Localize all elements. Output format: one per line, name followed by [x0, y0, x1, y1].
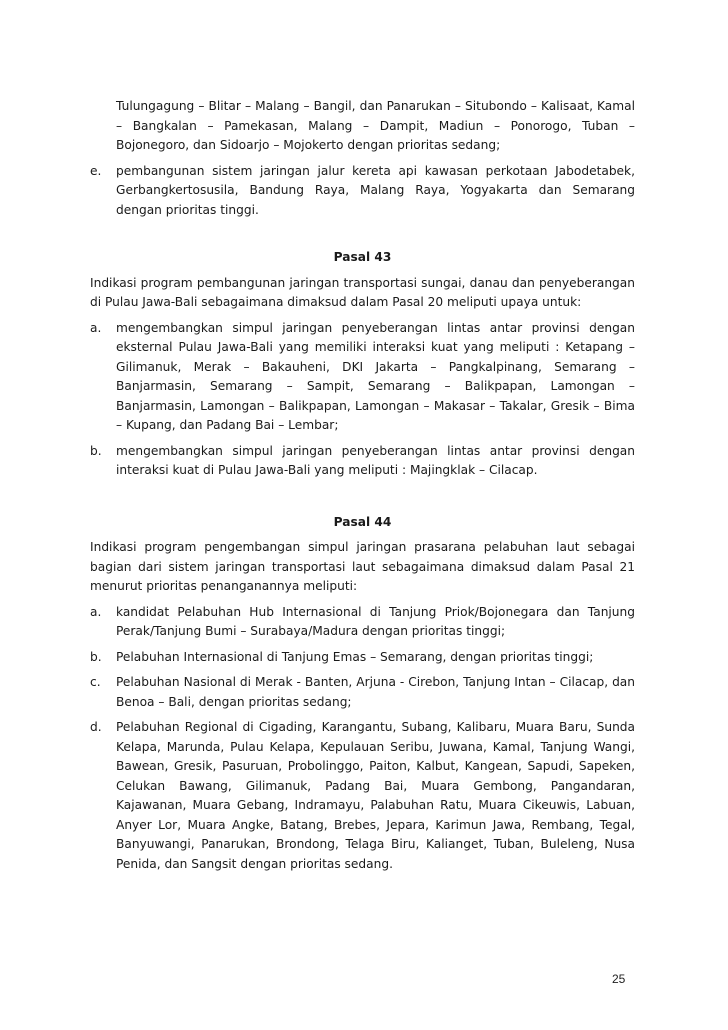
list-item [90, 648, 635, 668]
list-item [90, 442, 635, 481]
list-item-e [90, 162, 635, 221]
list-marker: c. [90, 675, 101, 689]
pasal-44-heading: Pasal 44 [333, 514, 392, 529]
list-text: Pelabuhan Nasional di Merak - Banten, Arjuna - Cirebon, Tanjung Intan – Cilacap, dan Benoa – Bali, dengan prioritas sedang; [116, 675, 635, 709]
list-marker: b. [90, 649, 102, 664]
list-marker: e. [90, 163, 102, 178]
list-text: mengembangkan simpul jaringan penyeberangan lintas antar provinsi dengan interaksi kuat di Pulau Jawa-Bali yang meliputi : Majingklak – Cilacap. [116, 443, 635, 477]
pasal-44-lead: Indikasi program pengembangan simpul jaringan prasarana pelabuhan laut sebagai bagian dari sistem jaringan transportasi laut sebagaimana dimaksud dalam Pasal 21 menurut prioritas penanganannya meliputi: [90, 540, 635, 593]
list-text: kandidat Pelabuhan Hub Internasional di Tanjung Priok/Bojonegara dan Tanjung Perak/Tanjung Bumi – Surabaya/Madura dengan prioritas tinggi; [116, 604, 635, 638]
list-item [90, 319, 635, 436]
document-page [90, 97, 635, 874]
list-text: pembangunan sistem jaringan jalur kereta api kawasan perkotaan Jabodetabek, Gerbangkertosusila, Bandung Raya, Malang Raya, Yogyakarta dan Semarang dengan prioritas tinggi. [116, 163, 635, 217]
list-text: mengembangkan simpul jaringan penyeberangan lintas antar provinsi dengan eksternal Pulau Jawa-Bali yang memiliki interaksi kuat yang meliputi : Ketapang – Gilimanuk, Merak – Bakauheni, DKI Jakarta – Pangkalpinang, Semarang – Banjarmasin, Semarang – Sampit, Semarang – Balikpapan, Lamongan – Banjarmasin, Lamongan – Balikpapan, Lamongan – Makasar – Takalar, Gresik – Bima – Kupang, dan Padang Bai – Lembar; [116, 320, 635, 432]
continuation-paragraph: Tulungagung – Blitar – Malang – Bangil, dan Panarukan – Situbondo – Kalisaat, Kamal – Bangkalan – Pamekasan, Malang – Dampit, Madiun – Ponorogo, Tuban – Bojonegoro, dan Sidoarjo – Mojokerto dengan prioritas sedang; [116, 99, 635, 152]
list-item [90, 673, 635, 712]
list-marker: d. [90, 720, 102, 734]
list-text: Pelabuhan Regional di Cigading, Karangantu, Subang, Kalibaru, Muara Baru, Sunda Kelapa, Marunda, Pulau Kelapa, Kepulauan Seribu, Juwana, Kamal, Tanjung Wangi, Bawean, Gresik, Pasuruan, Probolinggo, Paiton, Kalbut, Kangean, Sapudi, Sapeken, Celukan Bawang, Gilimanuk, Padang Bai, Muara Gembong, Pangandaran, Kajawanan, Muara Gebang, Indramayu, Palabuhan Ratu, Muara Cikeuwis, Labuan, Anyer Lor, Muara Angke, Batang, Brebes, Jepara, Karimun Jawa, Rembang, Tegal, Banyuwangi, Panarukan, Brondong, Telaga Biru, Kalianget, Tuban, Buleleng, Nusa Penida, dan Sangsit dengan prioritas sedang. [116, 720, 635, 871]
list-marker: b. [90, 443, 102, 458]
page-number: 25 [612, 972, 626, 986]
list-item [90, 603, 635, 642]
pasal-43-lead: Indikasi program pembangunan jaringan transportasi sungai, danau dan penyeberangan di Pulau Jawa-Bali sebagaimana dimaksud dalam Pasal 20 meliputi upaya untuk: [90, 275, 635, 309]
list-marker: a. [90, 320, 102, 335]
list-item [90, 718, 635, 874]
list-marker: a. [90, 604, 102, 619]
pasal-43-heading: Pasal 43 [333, 250, 392, 264]
list-text: Pelabuhan Internasional di Tanjung Emas – Semarang, dengan prioritas tinggi; [116, 649, 594, 664]
